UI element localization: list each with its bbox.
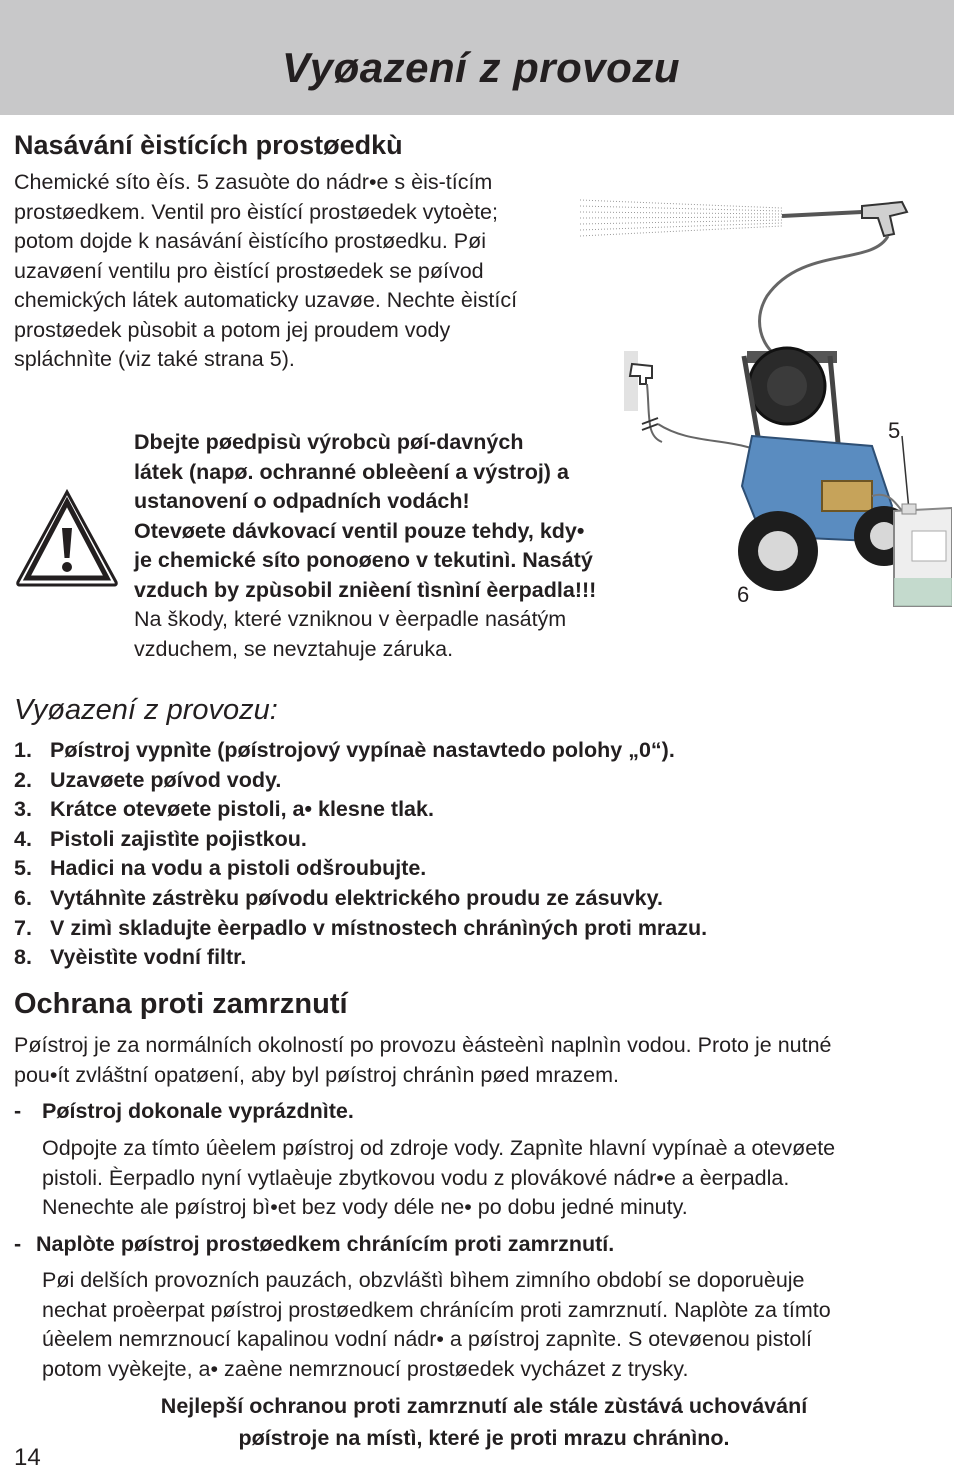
step-text: V zimì skladujte èerpadlo v místnostech chránìných proti mrazu. [50, 915, 708, 940]
spray-mist [580, 200, 782, 236]
warning-line: je chemické síto ponoøeno v tekutinì. Nasátý [134, 548, 593, 572]
step-number: 5. [14, 856, 32, 881]
item2-text [42, 1266, 954, 1384]
intro-line: prostøedek pùsobit a potom jej proudem vody [14, 317, 451, 342]
warning-line: látek (napø. ochranné obleèení a výstroj) a [134, 459, 569, 484]
item2-dash: - [14, 1232, 22, 1256]
list-item [14, 943, 707, 973]
figure-label-5: 5 [888, 418, 901, 443]
intro-paragraph [14, 168, 554, 375]
step-number: 2. [14, 767, 32, 792]
paragraph-line: Pøístroj je za normálních okolností po provozu èásteènì naplnìn vodou. Proto je nutné [14, 1033, 832, 1057]
paragraph-line: Odpojte za tímto úèelem pøístroj od zdroje vody. Zapnìte hlavní vypínaè a otevøete [42, 1136, 836, 1160]
step-text: Krátce otevøete pistoli, a• klesne tlak. [50, 797, 434, 822]
list-item [14, 914, 707, 944]
item1-text [42, 1134, 954, 1223]
paragraph-line: úèelem nemrznoucí kapalinou vodní nádr• a pøístroj zapnìte. S otevøenou pistolí [42, 1327, 813, 1351]
section-heading-freeze: Ochrana proti zamrznutí [14, 988, 348, 1020]
intro-line: Chemické síto èís. 5 zasuòte do nádr•e s èis-tícím [14, 170, 493, 194]
page-number: 14 [14, 1444, 41, 1471]
item1-title: Pøístroj dokonale vyprázdnìte. [42, 1099, 354, 1123]
step-text: Pøístroj vypnìte (pøístrojový vypínaè nastavtedo polohy „0“). [50, 738, 675, 762]
shutdown-steps-list [14, 736, 707, 973]
step-number: 3. [14, 797, 32, 822]
item1-dash: - [14, 1099, 22, 1123]
paragraph-line: potom vyèkejte, a• zaène nemrznoucí prostøedek vycházet z trysky. [42, 1356, 689, 1381]
paragraph-line: pistoli. Èerpadlo nyní vytlaèuje zbytkovou vodu z plovákové nádr•e a èerpadla. [42, 1165, 790, 1190]
warning-triangle-icon [14, 488, 120, 588]
paragraph-line: Nenechte ale pøístroj bì•et bez vody déle ne• po dobu jedné minuty. [42, 1195, 688, 1219]
pressure-washer-illustration [572, 186, 952, 626]
page-title: Vyøazení z provozu [282, 44, 680, 91]
section-heading-suction: Nasávání èistících prostøedkù [14, 130, 403, 160]
warning-line: ustanovení o odpadních vodách! [134, 489, 470, 513]
intro-line: chemických látek automaticky uzavøe. Nechte èistící [14, 288, 518, 312]
step-text: Uzavøete pøívod vody. [50, 767, 282, 792]
step-text: Vyèistìte vodní filtr. [50, 945, 247, 970]
intro-line: uzavøení ventilu pro èistící prostøedek se pøívod [14, 258, 484, 283]
step-number: 8. [14, 945, 32, 970]
closing-note [14, 1390, 954, 1454]
step-number: 7. [14, 915, 32, 940]
warning-line: Na škody, které vzniknou v èerpadle nasátým [134, 607, 567, 631]
step-number: 1. [14, 738, 32, 762]
list-item [14, 766, 707, 796]
step-text: Pistoli zajistìte pojistkou. [50, 826, 307, 851]
warning-line: Otevøete dávkovací ventil pouze tehdy, kdy• [134, 518, 585, 543]
freeze-intro [14, 1031, 954, 1090]
list-item [14, 825, 707, 855]
list-item [14, 884, 707, 914]
warning-line: vzduchem, se nevztahuje záruka. [134, 636, 454, 661]
step-text: Vytáhnìte zástrèku pøívodu elektrického proudu ze zásuvky. [50, 885, 663, 910]
list-item [14, 795, 707, 825]
step-number: 4. [14, 826, 32, 851]
intro-line: potom dojde k nasávání èistícího prostøedku. Pøi [14, 229, 487, 253]
item2-title: Naplòte pøístroj prostøedkem chránícím proti zamrznutí. [36, 1232, 615, 1256]
intro-line: spláchnìte (viz také strana 5). [14, 347, 295, 371]
warning-line: Dbejte pøedpisù výrobcù pøí-davných [134, 430, 524, 454]
closing-line: pøístroje na místì, které je proti mrazu chránìno. [238, 1426, 730, 1450]
intro-line: prostøedkem. Ventil pro èistící prostøedek vytoète; [14, 199, 498, 224]
closing-line: Nejlepší ochranou proti zamrznutí ale stále zùstává uchovávání [160, 1394, 808, 1418]
paragraph-line: Pøi delších provozních pauzách, obzvláštì bìhem zimního období se doporuèuje [42, 1268, 805, 1292]
shutdown-title: Vyøazení z provozu: [14, 694, 278, 726]
figure-label-6: 6 [737, 582, 750, 607]
list-item [14, 854, 707, 884]
paragraph-line: nechat proèerpat pøístroj prostøedkem chránícím proti zamrznutí. Naplòte za tímto [42, 1297, 831, 1322]
step-text: Hadici na vodu a pistoli odšroubujte. [50, 856, 427, 881]
list-item [14, 736, 707, 766]
warning-line: vzduch by zpùsobil znièení tìsnìní èerpadla!!! [134, 577, 597, 602]
step-number: 6. [14, 885, 32, 910]
paragraph-line: pou•ít zvláštní opatøení, aby byl pøístroj chránìn pøed mrazem. [14, 1062, 620, 1087]
